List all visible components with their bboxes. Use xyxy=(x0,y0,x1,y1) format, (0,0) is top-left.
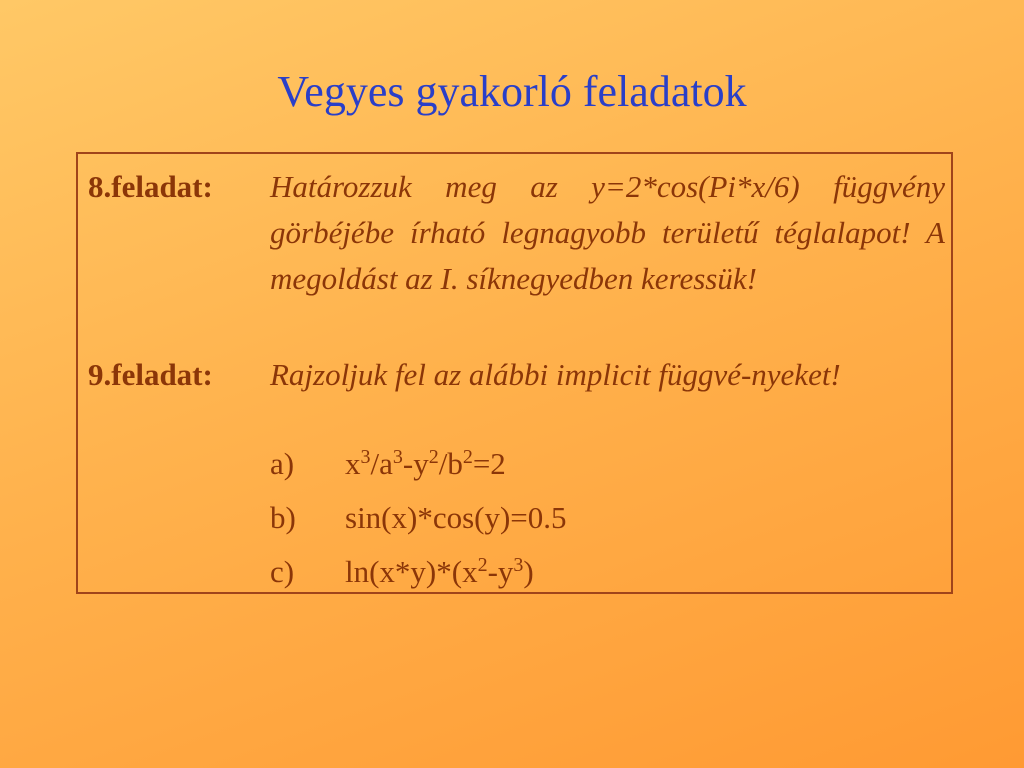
item-formula: $x^3/a^3-y^2/b^2=2$ xyxy=(345,446,506,481)
task-9-text: Rajzoljuk fel az alábbi implicit függvé-nyeket! xyxy=(270,357,841,392)
item-letter: a) xyxy=(270,446,295,481)
task-box xyxy=(76,152,953,594)
task-8-label: 8.feladat: xyxy=(88,169,213,204)
list-item xyxy=(270,550,870,604)
function-list xyxy=(270,442,870,604)
task-9-label: 9.feladat: xyxy=(88,357,213,392)
item-formula: $\ln(x*y)*(x^2-y^3)$ xyxy=(345,554,534,589)
item-letter: c) xyxy=(270,554,295,589)
item-letter: b) xyxy=(270,500,296,535)
task-8-text: Határozzuk meg az y=2*cos(Pi*x/6) függvény görbéjébe írható legnagyobb területű téglalapot! A megoldást az I. síknegyedben keressük! xyxy=(270,169,945,296)
list-item xyxy=(270,496,870,550)
item-formula: sin(x)*cos(y)=0.5 xyxy=(345,500,567,535)
slide-title: Vegyes gyakorló feladatok xyxy=(277,67,747,116)
list-item xyxy=(270,442,870,496)
